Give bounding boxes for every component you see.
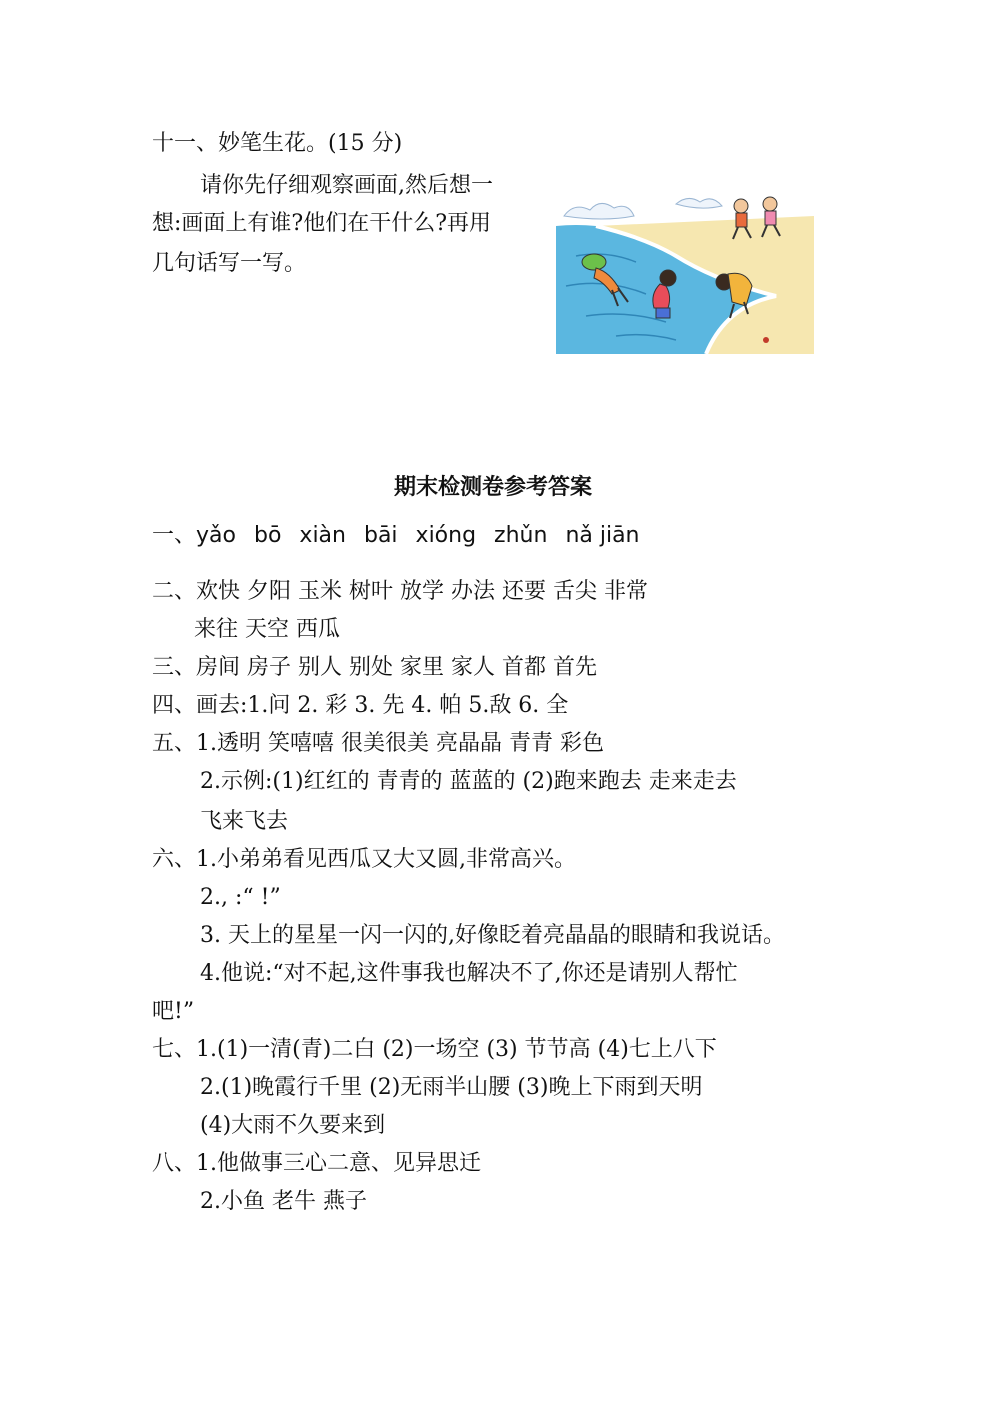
answers-title: 期末检测卷参考答案: [394, 475, 593, 500]
answer-line: 2.示例:(1)红红的 青青的 蓝蓝的 (2)跑来跑去 走来走去: [200, 769, 737, 794]
pinyin-item: nǎ jiān: [565, 523, 640, 548]
answer-line: 七、1.(1)一清(青)二白 (2)一场空 (3) 节节高 (4)七上八下: [152, 1037, 717, 1062]
q1-prefix: 一、: [152, 523, 197, 548]
answer-line: 飞来飞去: [200, 809, 289, 834]
answer-line: 3. 天上的星星一闪一闪的,好像眨着亮晶晶的眼睛和我说话。: [200, 923, 785, 948]
pinyin-item: zhǔn: [494, 523, 548, 548]
answer-line: 五、1.透明 笑嘻嘻 很美很美 亮晶晶 青青 彩色: [152, 731, 604, 756]
prompt-line: 想:画面上有谁?他们在干什么?再用: [152, 211, 492, 236]
answer-line: 2.小鱼 老牛 燕子: [200, 1189, 367, 1214]
answer-line: (4)大雨不久要来到: [200, 1113, 386, 1138]
answer-line: 二、欢快 夕阳 玉米 树叶 放学 办法 还要 舌尖 非常: [152, 579, 648, 604]
pinyin-item: bāi: [363, 523, 398, 548]
prompt-line: 请你先仔细观察画面,然后想一: [200, 173, 493, 198]
answer-line: 四、画去:1.问 2. 彩 3. 先 4. 帕 5.敌 6. 全: [152, 693, 569, 718]
pinyin-item: yǎo: [196, 523, 236, 548]
section-title: 十一、妙笔生花。(15 分): [152, 131, 403, 156]
pinyin-item: bō: [253, 523, 282, 548]
answer-line: 2., :“ !”: [200, 885, 281, 910]
answer-line: 4.他说:“对不起,这件事我也解决不了,你还是请别人帮忙: [200, 961, 738, 986]
q1-line: [152, 522, 658, 550]
answer-line: 2.(1)晚霞行千里 (2)无雨半山腰 (3)晚上下雨到天明: [200, 1075, 703, 1100]
prompt-line: 几句话写一写。: [152, 251, 307, 276]
answer-line: 八、1.他做事三心二意、见异思迁: [152, 1151, 481, 1176]
answer-line: 来往 天空 西瓜: [194, 617, 340, 642]
answer-line: 六、1.小弟弟看见西瓜又大又圆,非常高兴。: [152, 847, 576, 872]
answer-line: 吧!”: [152, 999, 195, 1024]
answer-line: 三、房间 房子 别人 别处 家里 家人 首都 首先: [152, 655, 597, 680]
beach-illustration: [556, 186, 814, 354]
pinyin-item: xióng: [415, 523, 477, 548]
pinyin-item: xiàn: [299, 523, 346, 548]
